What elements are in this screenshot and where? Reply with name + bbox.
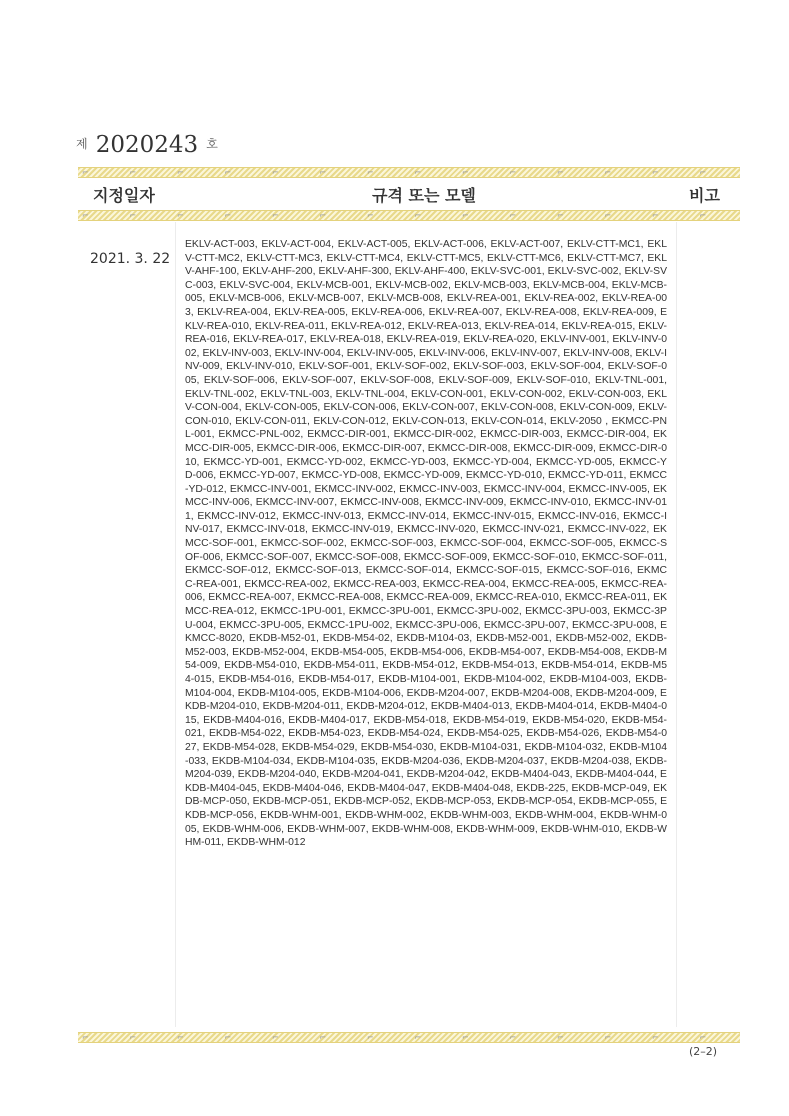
certificate-number bbox=[76, 132, 218, 158]
band-marker-icon: ⌐ bbox=[604, 168, 612, 177]
column-divider-right bbox=[676, 222, 677, 1027]
row-date: 2021. 3. 22 bbox=[90, 251, 171, 267]
band-marker-icon: ⌐ bbox=[82, 211, 89, 220]
band-marker-icon: ⌐ bbox=[367, 211, 374, 220]
band-marker-icon: ⌐ bbox=[177, 1033, 184, 1042]
band-marker-icon: ⌐ bbox=[652, 211, 659, 220]
band-marker-icon: ⌐ bbox=[462, 1033, 469, 1042]
band-marker-icon: ⌐ bbox=[367, 168, 374, 177]
row-models: EKLV-ACT-003, EKLV-ACT-004, EKLV-ACT-005, EKLV-ACT-006, EKLV-ACT-007, EKLV-CTT-MC1, EKLV-CTT-MC2, EKLV-CTT-MC3, EKLV-CTT-MC4, EKLV-CTT-MC5, EKLV-CTT-MC6, EKLV-CTT-MC7, EKLV-AHF-100, EKLV-AHF-200, EKLV-AHF-300, EKLV-AHF-400, EKLV-SVC-001, EKLV-SVC-002, EKLV-SVC-003, EKLV-SVC-004, EKLV-MCB-001, EKLV-MCB-002, EKLV-MCB-003, EKLV-MCB-004, EKLV-MCB-005, EKLV-MCB-006, EKLV-MCB-007, EKLV-MCB-008, EKLV-REA-001, EKLV-REA-002, EKLV-REA-003, EKLV-REA-004, EKLV-REA-005, EKLV-REA-006, EKLV-REA-007, EKLV-REA-008, EKLV-REA-009, EKLV-REA-010, EKLV-REA-011, EKLV-REA-012, EKLV-REA-013, EKLV-REA-014, EKLV-REA-015, EKLV-REA-016, EKLV-REA-017, EKLV-REA-018, EKLV-REA-019, EKLV-REA-020, EKLV-INV-001, EKLV-INV-002, EKLV-INV-003, EKLV-INV-004, EKLV-INV-005, EKLV-INV-006, EKLV-INV-007, EKLV-INV-008, EKLV-INV-009, EKLV-INV-010, EKLV-SOF-001, EKLV-SOF-002, EKLV-SOF-003, EKLV-SOF-004, EKLV-SOF-005, EKLV-SOF-006, EKLV-SOF-007, EKLV-SOF-008, EKLV-SOF-009, EKLV-SOF-010, EKLV-TNL-001, EKLV-TNL-002, EKLV-TNL-003, EKLV-TNL-004, EKLV-CON-001, EKLV-CON-002, EKLV-CON-003, EKLV-CON-004, EKLV-CON-005, EKLV-CON-006, EKLV-CON-007, EKLV-CON-008, EKLV-CON-009, EKLV-CON-010, EKLV-CON-011, EKLV-CON-012, EKLV-CON-013, EKLV-CON-014, EKLV-2050 , EKMCC-PNL-001, EKMCC-PNL-002, EKMCC-DIR-001, EKMCC-DIR-002, EKMCC-DIR-003, EKMCC-DIR-004, EKMCC-DIR-005, EKMCC-DIR-006, EKMCC-DIR-007, EKMCC-DIR-008, EKMCC-DIR-009, EKMCC-DIR-010, EKMCC-YD-001, EKMCC-YD-002, EKMCC-YD-003, EKMCC-YD-004, EKMCC-YD-005, EKMCC-YD-006, EKMCC-YD-007, EKMCC-YD-008, EKMCC-YD-009, EKMCC-YD-010, EKMCC-YD-011, EKMCC-YD-012, EKMCC-INV-001, EKMCC-INV-002, EKMCC-INV-003, EKMCC-INV-004, EKMCC-INV-005, EKMCC-INV-006, EKMCC-INV-007, EKMCC-INV-008, EKMCC-INV-009, EKMCC-INV-010, EKMCC-INV-011, EKMCC-INV-012, EKMCC-INV-013, EKMCC-INV-014, EKMCC-INV-015, EKMCC-INV-016, EKMCC-INV-017, EKMCC-INV-018, EKMCC-INV-019, EKMCC-INV-020, EKMCC-INV-021, EKMCC-INV-022, EKMCC-SOF-001, EKMCC-SOF-002, EKMCC-SOF-003, EKMCC-SOF-004, EKMCC-SOF-005, EKMCC-SOF-006, EKMCC-SOF-007, EKMCC-SOF-008, EKMCC-SOF-009, EKMCC-SOF-010, EKMCC-SOF-011, EKMCC-SOF-012, EKMCC-SOF-013, EKMCC-SOF-014, EKMCC-SOF-015, EKMCC-SOF-016, EKMCC-REA-001, EKMCC-REA-002, EKMCC-REA-003, EKMCC-REA-004, EKMCC-REA-005, EKMCC-REA-006, EKMCC-REA-007, EKMCC-REA-008, EKMCC-REA-009, EKMCC-REA-010, EKMCC-REA-011, EKMCC-REA-012, EKMCC-1PU-001, EKMCC-3PU-001, EKMCC-3PU-002, EKMCC-3PU-003, EKMCC-3PU-004, EKMCC-3PU-005, EKMCC-1PU-002, EKMCC-3PU-006, EKMCC-3PU-007, EKMCC-3PU-008, EKMCC-8020, EKDB-M52-01, EKDB-M54-02, EKDB-M104-03, EKDB-M52-001, EKDB-M52-002, EKDB-M52-003, EKDB-M52-004, EKDB-M54-005, EKDB-M54-006, EKDB-M54-007, EKDB-M54-008, EKDB-M54-009, EKDB-M54-010, EKDB-M54-011, EKDB-M54-012, EKDB-M54-013, EKDB-M54-014, EKDB-M54-015, EKDB-M54-016, EKDB-M54-017, EKDB-M104-001, EKDB-M104-002, EKDB-M104-003, EKDB-M104-004, EKDB-M104-005, EKDB-M104-006, EKDB-M204-007, EKDB-M204-008, EKDB-M204-009, EKDB-M204-010, EKDB-M204-011, EKDB-M204-012, EKDB-M404-013, EKDB-M404-014, EKDB-M404-015, EKDB-M404-016, EKDB-M404-017, EKDB-M54-018, EKDB-M54-019, EKDB-M54-020, EKDB-M54-021, EKDB-M54-022, EKDB-M54-023, EKDB-M54-024, EKDB-M54-025, EKDB-M54-026, EKDB-M54-027, EKDB-M54-028, EKDB-M54-029, EKDB-M54-030, EKDB-M104-031, EKDB-M104-032, EKDB-M104-033, EKDB-M104-034, EKDB-M104-035, EKDB-M204-036, EKDB-M204-037, EKDB-M204-038, EKDB-M204-039, EKDB-M204-040, EKDB-M204-041, EKDB-M204-042, EKDB-M404-043, EKDB-M404-044, EKDB-M404-045, EKDB-M404-046, EKDB-M404-047, EKDB-M404-048, EKDB-225, EKDB-MCP-049, EKDB-MCP-050, EKDB-MCP-051, EKDB-MCP-052, EKDB-MCP-053, EKDB-MCP-054, EKDB-MCP-055, EKDB-MCP-056, EKDB-WHM-001, EKDB-WHM-002, EKDB-WHM-003, EKDB-WHM-004, EKDB-WHM-005, EKDB-WHM-006, EKDB-WHM-007, EKDB-WHM-008, EKDB-WHM-009, EKDB-WHM-010, EKDB-WHM-011, EKDB-WHM-012 bbox=[185, 239, 667, 849]
band-marker-icon: ⌐ bbox=[129, 168, 137, 177]
band-marker-icon: ⌐ bbox=[699, 1033, 707, 1042]
band-marker-icon: ⌐ bbox=[319, 168, 327, 177]
header-date: 지정일자 bbox=[93, 186, 155, 205]
band-marker-icon: ⌐ bbox=[604, 211, 612, 220]
band-marker-icon: ⌐ bbox=[272, 168, 279, 177]
band-marker-icon: ⌐ bbox=[319, 211, 327, 220]
header-models: 규격 또는 모델 bbox=[372, 186, 476, 205]
band-marker-icon: ⌐ bbox=[224, 211, 232, 220]
page-number: (2–2) bbox=[689, 1045, 718, 1058]
header-bottom-band bbox=[78, 210, 740, 221]
band-marker-icon: ⌐ bbox=[367, 1033, 374, 1042]
band-marker-icon: ⌐ bbox=[557, 1033, 564, 1042]
header-top-band bbox=[78, 167, 740, 178]
column-divider-left bbox=[175, 222, 176, 1027]
band-marker-icon: ⌐ bbox=[224, 168, 232, 177]
band-marker-icon: ⌐ bbox=[272, 1033, 279, 1042]
band-marker-icon: ⌐ bbox=[177, 211, 184, 220]
band-marker-icon: ⌐ bbox=[82, 1033, 89, 1042]
band-marker-icon: ⌐ bbox=[82, 168, 89, 177]
band-marker-icon: ⌐ bbox=[462, 211, 469, 220]
band-marker-icon: ⌐ bbox=[129, 211, 137, 220]
band-marker-icon: ⌐ bbox=[509, 211, 517, 220]
band-marker-icon: ⌐ bbox=[509, 168, 517, 177]
band-marker-icon: ⌐ bbox=[557, 211, 564, 220]
certificate-value: 2020243 bbox=[95, 132, 199, 158]
band-marker-icon: ⌐ bbox=[272, 211, 279, 220]
band-marker-icon: ⌐ bbox=[652, 1033, 659, 1042]
band-marker-icon: ⌐ bbox=[462, 168, 469, 177]
band-marker-icon: ⌐ bbox=[509, 1033, 517, 1042]
band-marker-icon: ⌐ bbox=[699, 168, 707, 177]
band-marker-icon: ⌐ bbox=[652, 168, 659, 177]
band-marker-icon: ⌐ bbox=[699, 211, 707, 220]
footer-band bbox=[78, 1032, 740, 1043]
band-marker-icon: ⌐ bbox=[414, 168, 422, 177]
band-marker-icon: ⌐ bbox=[604, 1033, 612, 1042]
band-marker-icon: ⌐ bbox=[129, 1033, 137, 1042]
band-marker-icon: ⌐ bbox=[177, 168, 184, 177]
band-marker-icon: ⌐ bbox=[414, 211, 422, 220]
certificate-suffix: 호 bbox=[206, 137, 218, 151]
band-marker-icon: ⌐ bbox=[319, 1033, 327, 1042]
band-marker-icon: ⌐ bbox=[557, 168, 564, 177]
certificate-prefix: 제 bbox=[76, 137, 88, 151]
band-marker-icon: ⌐ bbox=[224, 1033, 232, 1042]
band-marker-icon: ⌐ bbox=[414, 1033, 422, 1042]
header-notes: 비고 bbox=[689, 186, 720, 205]
